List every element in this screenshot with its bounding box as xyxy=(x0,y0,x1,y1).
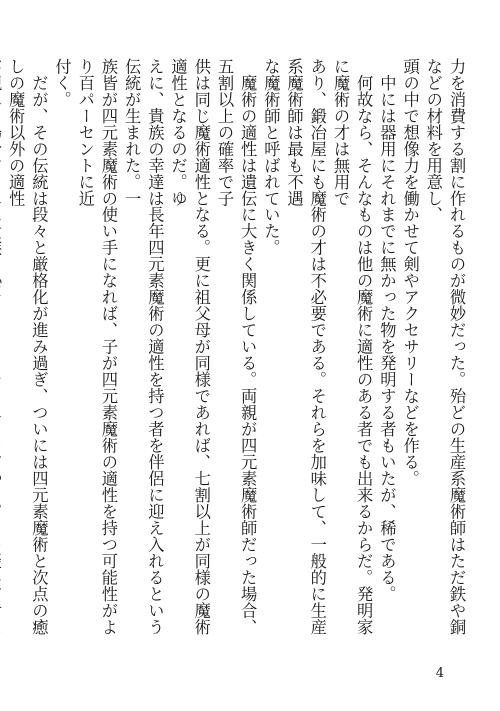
text-line: 魔術の適性は遺伝に大きく関係している。両親が四元素魔術師だった場合、五割以上の確率で子 xyxy=(214,58,258,636)
page-number: 4 xyxy=(435,666,444,681)
text-line: えに、貴族の幸達は長年四元素魔術の適性を持つ者を伴侶に迎え入れるという伝統が生まれた。一 xyxy=(122,58,165,636)
text-line xyxy=(0,58,4,648)
text-line: 族皆が四元素魔術の使い手になれば、子が四元素魔術の適性を持つ可能性がより百パーセントに近 xyxy=(75,58,118,636)
text-line: 供は同じ魔術適性となる。更に祖父母が同様であれば、七割以上が同様の魔術適性となるのだ。ゆ xyxy=(168,58,211,636)
text-line: 何故なら、そんなものは他の魔術に適性のある者でも出来るからだ。発明家に魔術の才は無用で xyxy=(330,58,374,636)
text-line: な魔術師と呼ばれていた。 xyxy=(261,58,281,256)
text-line: あり、鍛冶屋にも魔術の才は不必要である。それらを加味して、一般的に生産系魔術師は最も不遇 xyxy=(284,58,327,636)
text-line: 付く。 xyxy=(52,58,72,108)
vertical-text-body xyxy=(6,58,468,648)
text-line: 中には器用にそれまでに無かった物を発明する者もいたが、稀である。 xyxy=(377,58,397,603)
text-line: 力を消費する割に作れるものが微妙だった。殆どの生産系魔術師はただ鉄や銅などの材料を用意し、 xyxy=(423,58,466,636)
text-line: 頭の中で想像力を働かせて剣やアクセサリーなどを作る。 xyxy=(400,58,420,487)
text-line: だが、その伝統は段々と厳格化が進み過ぎ、ついには四元素魔術と次点の癒しの魔術以外の適性 xyxy=(6,58,49,636)
